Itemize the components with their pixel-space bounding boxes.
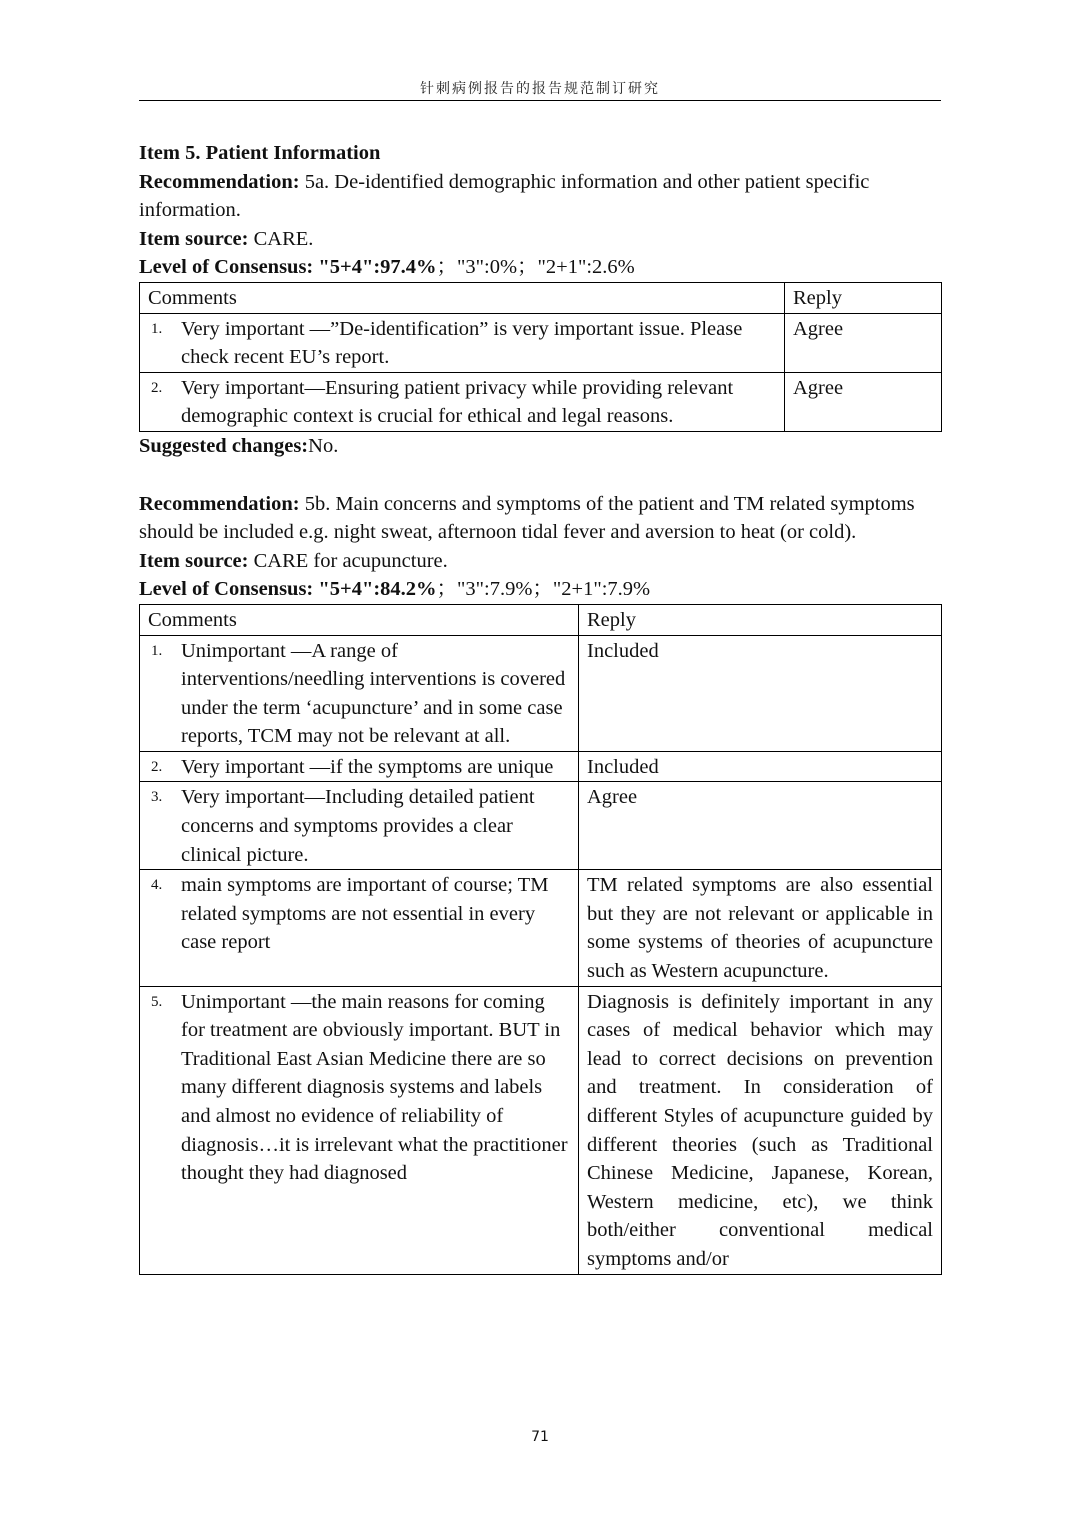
comment-cell <box>140 782 579 870</box>
consensus-5a <box>139 253 941 282</box>
row-number: 5. <box>151 993 163 1010</box>
row-number: 1. <box>151 320 163 337</box>
recommendation-text: 5b. Main concerns and symptoms of the patient and TM related symptoms should be included e.g. night sweat, afternoon tidal fever and aversion to heat (or cold). <box>139 492 915 544</box>
suggested-changes-5a <box>139 432 941 461</box>
table-row <box>140 372 942 431</box>
item-source-text: CARE for acupuncture. <box>248 549 448 572</box>
item-source-label: Item source: <box>139 549 249 572</box>
reply-cell: Agree <box>579 782 942 870</box>
consensus-label: Level of Consensus: <box>139 578 314 601</box>
comments-column-header: Comments <box>140 282 785 313</box>
suggested-changes-text: No. <box>308 434 339 457</box>
page-content <box>139 139 941 1275</box>
table-header-row <box>140 604 942 635</box>
row-number: 4. <box>151 877 163 894</box>
page-number: 71 <box>531 1429 549 1445</box>
consensus-main-value: "5+4":97.4% <box>313 256 437 279</box>
reply-cell: Diagnosis is definitely important in any cases of medical behavior which may lead to correct decisions on prevention and treatment. In consideration of different Styles of acupuncture guided by different theories (such as Traditional Chinese Medicine, Japanese, Korean, Western medicine, etc), we think both/either conventional medical symptoms and/or <box>579 986 942 1274</box>
comment-text: Very important—Including detailed patient concerns and symptoms provides a clear clinical picture. <box>181 786 535 866</box>
comments-table-5b <box>139 604 942 1275</box>
recommendation-5a <box>139 168 941 225</box>
consensus-5b <box>139 575 941 604</box>
item-heading: Item 5. Patient Information <box>139 142 381 164</box>
comments-table-5a <box>139 282 942 432</box>
comment-cell <box>140 751 579 782</box>
consensus-other-values: ；"3":7.9%；"2+1":7.9% <box>436 578 651 601</box>
recommendation-5b <box>139 490 941 547</box>
reply-cell: Agree <box>785 313 942 372</box>
comment-cell <box>140 313 785 372</box>
consensus-other-values: ；"3":0%；"2+1":2.6% <box>436 256 635 279</box>
comment-text: Unimportant —A range of interventions/needling interventions is covered under the term ‘acupuncture’ and in some case reports, TCM may not be relevant at all. <box>181 639 566 748</box>
comment-text: main symptoms are important of course; TM related symptoms are not essential in every case report <box>181 874 549 954</box>
item-source-label: Item source: <box>139 227 249 250</box>
suggested-changes-label: Suggested changes: <box>139 434 309 457</box>
comment-cell <box>140 870 579 986</box>
row-number: 3. <box>151 789 163 806</box>
row-number: 2. <box>151 379 163 396</box>
comment-text: Very important—Ensuring patient privacy while providing relevant demographic context is crucial for ethical and legal reasons. <box>181 376 734 428</box>
comment-cell <box>140 635 579 751</box>
reply-cell: Included <box>579 751 942 782</box>
table-row <box>140 751 942 782</box>
table-row <box>140 313 942 372</box>
section-spacer <box>139 461 941 490</box>
reply-cell: Agree <box>785 372 942 431</box>
table-row <box>140 635 942 751</box>
reply-cell: Included <box>579 635 942 751</box>
comment-text: Unimportant —the main reasons for coming for treatment are obviously important. BUT in Traditional East Asian Medicine there are so many different diagnosis systems and labels and almost no evidence of reliability of diagnosis…it is irrelevant what the practitioner thought they had diagnosed <box>181 990 568 1185</box>
reply-cell: TM related symptoms are also essential but they are not relevant or applicable in some systems of theories of acupuncture such as Western acupuncture. <box>579 870 942 986</box>
comments-column-header: Comments <box>140 604 579 635</box>
header-divider <box>139 100 941 101</box>
recommendation-label: Recommendation: <box>139 492 300 515</box>
recommendation-label: Recommendation: <box>139 170 300 193</box>
consensus-label: Level of Consensus: <box>139 256 314 279</box>
table-row <box>140 870 942 986</box>
running-header: 针刺病例报告的报告规范制订研究 <box>420 81 660 97</box>
comment-cell <box>140 986 579 1274</box>
table-row <box>140 986 942 1274</box>
table-row <box>140 782 942 870</box>
reply-column-header: Reply <box>579 604 942 635</box>
row-number: 1. <box>151 642 163 659</box>
consensus-main-value: "5+4":84.2% <box>313 578 437 601</box>
item-source-text: CARE. <box>248 227 314 250</box>
reply-column-header: Reply <box>785 282 942 313</box>
item-source-5b <box>139 547 941 576</box>
comment-cell <box>140 372 785 431</box>
comment-text: Very important —”De-identification” is very important issue. Please check recent EU’s report. <box>181 317 743 369</box>
comment-text: Very important —if the symptoms are unique <box>181 755 554 778</box>
recommendation-text: 5a. De-identified demographic information and other patient specific information. <box>139 170 870 222</box>
row-number: 2. <box>151 758 163 775</box>
item-source-5a <box>139 225 941 254</box>
table-header-row <box>140 282 942 313</box>
